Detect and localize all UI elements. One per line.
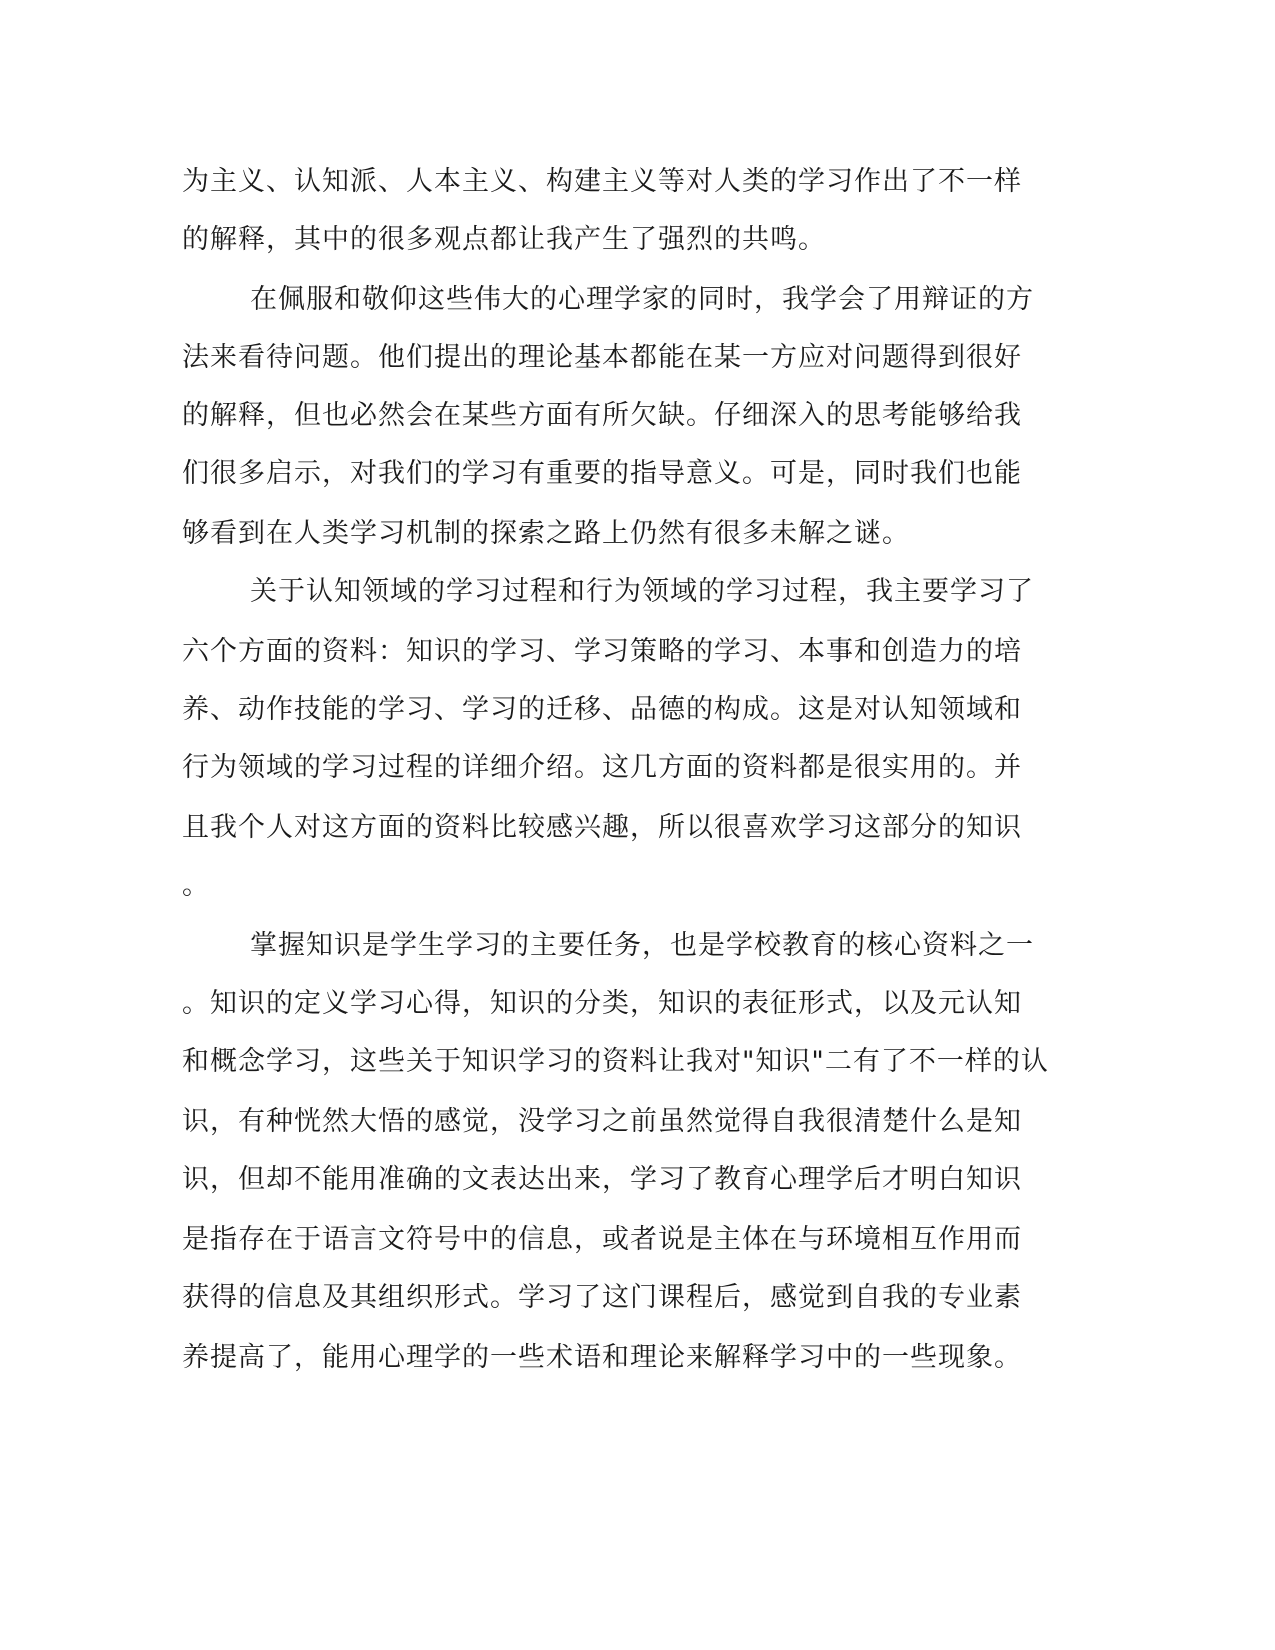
paragraph-4-line-8: 养提高了，能用心理学的一些术语和理论来解释学习中的一些现象。 [182,1342,1022,1373]
paragraph-4-line-7: 获得的信息及其组织形式。学习了这门课程后，感觉到自我的专业素 [182,1282,1022,1313]
paragraph-4-line-2: 。知识的定义学习心得，知识的分类，知识的表征形式，以及元认知 [182,988,1022,1019]
paragraph-3-line-4: 行为领域的学习过程的详细介绍。这几方面的资料都是很实用的。并 [182,752,1022,783]
paragraph-1-line-1: 为主义、认知派、人本主义、构建主义等对人类的学习作出了不一样 [182,166,1022,197]
paragraph-3-line-2: 六个方面的资料：知识的学习、学习策略的学习、本事和创造力的培 [182,636,1022,667]
paragraph-4-line-3: 和概念学习，这些关于知识学习的资料让我对"知识"二有了不一样的认 [182,1046,1049,1077]
paragraph-2-line-1: 在佩服和敬仰这些伟大的心理学家的同时，我学会了用辩证的方 [250,284,1034,315]
paragraph-3-line-5: 且我个人对这方面的资料比较感兴趣，所以很喜欢学习这部分的知识 [182,812,1022,843]
paragraph-4-line-4: 识，有种恍然大悟的感觉，没学习之前虽然觉得自我很清楚什么是知 [182,1106,1022,1137]
paragraph-2-line-4: 们很多启示，对我们的学习有重要的指导意义。可是，同时我们也能 [182,458,1022,489]
paragraph-4-line-6: 是指存在于语言文符号中的信息，或者说是主体在与环境相互作用而 [182,1224,1022,1255]
paragraph-4-line-1: 掌握知识是学生学习的主要任务，也是学校教育的核心资料之一 [250,930,1034,961]
paragraph-2-line-3: 的解释，但也必然会在某些方面有所欠缺。仔细深入的思考能够给我 [182,400,1022,431]
paragraph-3-line-1: 关于认知领域的学习过程和行为领域的学习过程，我主要学习了 [250,576,1034,607]
paragraph-3-line-3: 养、动作技能的学习、学习的迁移、品德的构成。这是对认知领域和 [182,694,1022,725]
paragraph-3-line-6: 。 [182,870,210,901]
paragraph-1-line-2: 的解释，其中的很多观点都让我产生了强烈的共鸣。 [182,224,826,255]
paragraph-2-line-5: 够看到在人类学习机制的探索之路上仍然有很多未解之谜。 [182,518,910,549]
paragraph-4-line-5: 识，但却不能用准确的文表达出来，学习了教育心理学后才明白知识 [182,1164,1022,1195]
paragraph-2-line-2: 法来看待问题。他们提出的理论基本都能在某一方应对问题得到很好 [182,342,1022,373]
